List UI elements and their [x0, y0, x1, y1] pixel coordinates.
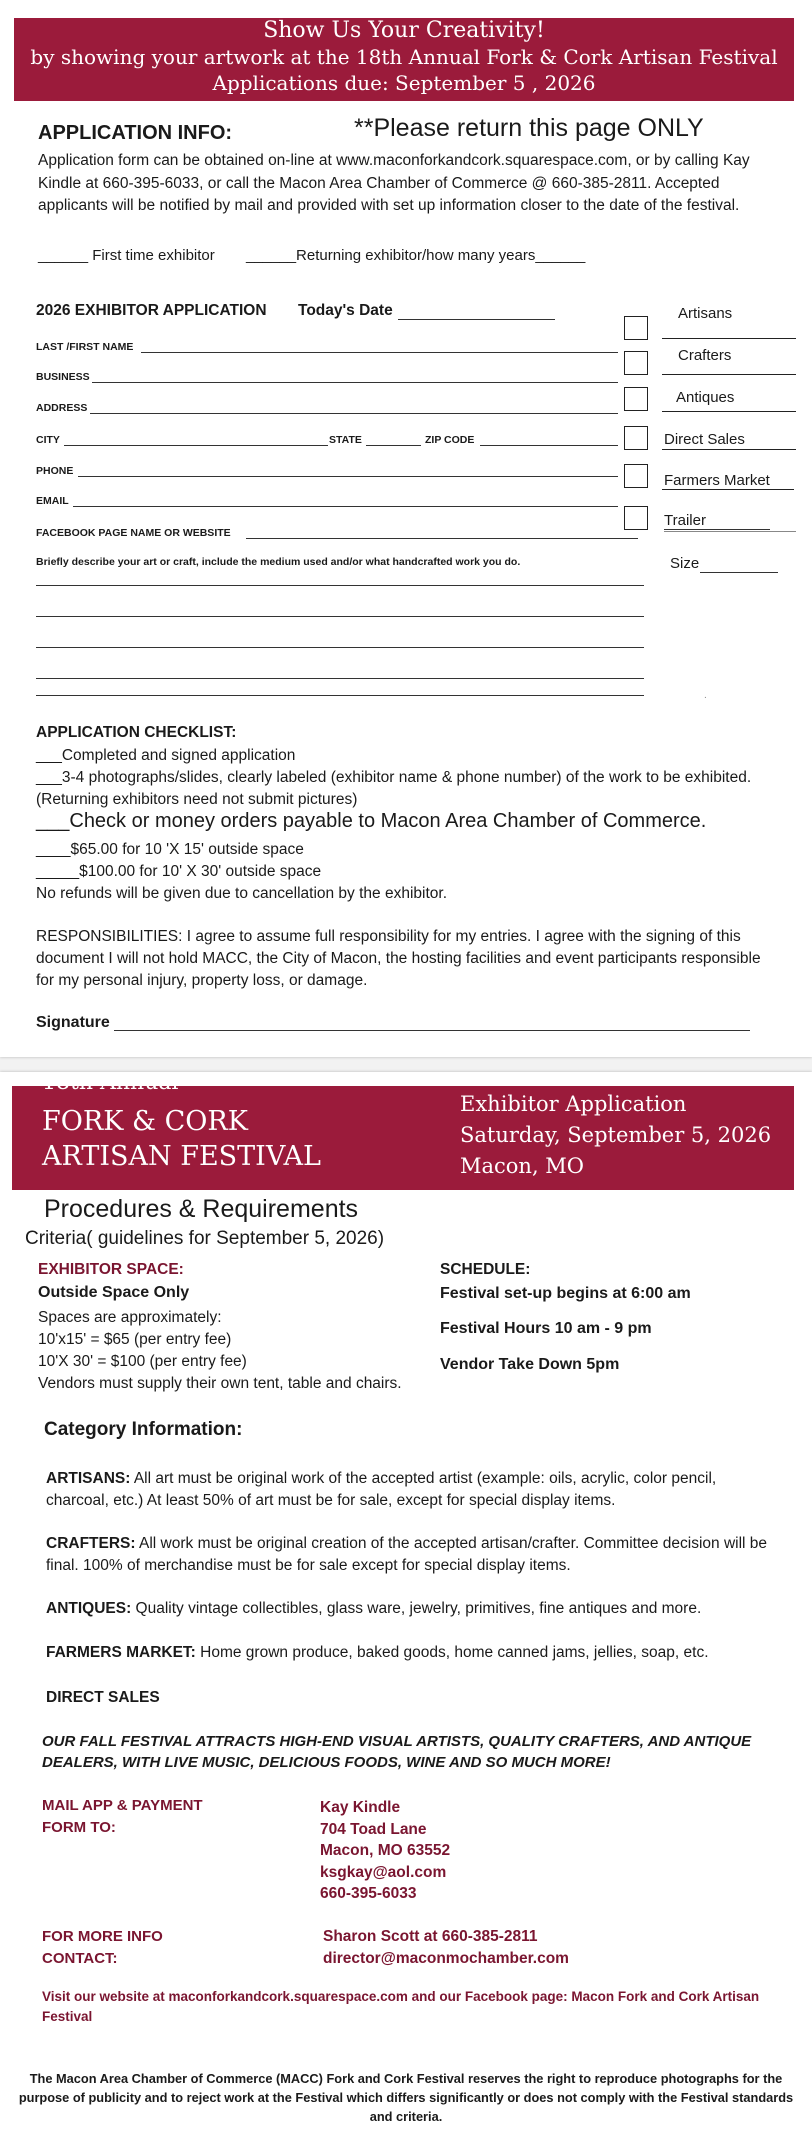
describe-instruction: Briefly describe your art or craft, include the medium used and/or what handcrafted work you do. [36, 556, 521, 568]
state-field[interactable] [366, 445, 421, 446]
application-info-paragraph: Application form can be obtained on-line at www.maconforkandcork.squarespace.com, or by calling Kay Kindle at 660-395-6033, or call the Macon Area Chamber of Commerce @ 660-385-2811. Accepted applicants will be notified by mail and provided with set up information closer to the date of the festival. [38, 152, 750, 214]
category-underline [662, 338, 796, 339]
direct-sales-checkbox[interactable] [624, 426, 648, 450]
todays-date-label: Today's Date [298, 302, 393, 319]
banner-due-date: Applications due: September 5 , 2026 [212, 71, 596, 95]
checklist-item: ___Completed and signed application [36, 747, 296, 764]
address-field[interactable] [90, 413, 618, 414]
mail-address [320, 1797, 450, 1905]
describe-line[interactable] [36, 585, 644, 586]
email-field[interactable] [73, 506, 618, 507]
contact-name: Sharon Scott at 660-385-2811 [323, 1928, 538, 1945]
describe-line[interactable] [36, 695, 644, 696]
zip-field[interactable] [480, 445, 618, 446]
returning-exhibitor-field[interactable]: ______Returning exhibitor/how many years______ [246, 247, 586, 264]
festival-banner [14, 18, 794, 101]
crafters-checkbox[interactable] [624, 351, 648, 375]
phone-label: PHONE [36, 465, 74, 477]
trailer-field[interactable] [664, 529, 770, 530]
crafters-text: All work must be original creation of the accepted artisan/crafter. Committee decision will be final. 100% of merchandise must be for sale except for special display items. [46, 1535, 768, 1574]
banner-cut-line: 18th Annual [42, 1072, 179, 1095]
facebook-label: FACEBOOK PAGE NAME OR WEBSITE [36, 527, 231, 539]
farmers-market-info [46, 1642, 776, 1664]
schedule-line: Festival Hours 10 am - 9 pm [440, 1320, 652, 1337]
category-antiques: Antiques [676, 389, 735, 406]
signature-field[interactable] [114, 1030, 750, 1031]
signature-label: Signature [36, 1014, 110, 1031]
business-field[interactable] [92, 382, 618, 383]
category-underline [662, 374, 796, 375]
checklist-heading: APPLICATION CHECKLIST: [36, 724, 237, 741]
category-artisans: Artisans [678, 305, 733, 322]
category-crafters: Crafters [678, 347, 732, 364]
checklist-item: _____$100.00 for 10' X 30' outside space [36, 863, 322, 880]
email-label: EMAIL [36, 495, 69, 507]
category-underline [662, 449, 796, 450]
city-field[interactable] [64, 445, 328, 446]
contact-email[interactable]: director@maconmochamber.com [323, 1950, 569, 1967]
antiques-label: ANTIQUES: [46, 1600, 132, 1617]
procedures-page [0, 1072, 812, 2133]
banner-fork-cork: FORK & CORK [42, 1106, 248, 1137]
artisans-info [46, 1468, 776, 1512]
phone-field[interactable] [78, 476, 618, 477]
exhibitor-application-title: 2026 EXHIBITOR APPLICATION [36, 302, 267, 319]
artisans-label: ARTISANS: [46, 1470, 131, 1487]
category-direct-sales: Direct Sales [664, 431, 745, 448]
application-page [0, 0, 812, 1057]
mail-phone: 660-395-6033 [320, 1885, 417, 1902]
banner-artisan-festival: ARTISAN FESTIVAL [42, 1141, 321, 1172]
criteria-subtitle: Criteria( guidelines for September 5, 2026) [25, 1228, 385, 1249]
application-info-heading: APPLICATION INFO: [38, 122, 233, 144]
responsibilities-paragraph: RESPONSIBILITIES: I agree to assume full responsibility for my entries. I agree with the signing of this document I will not hold MACC, the City of Macon, the hosting facilities and event participants responsible for my personal injury, property loss, or damage. [36, 928, 761, 989]
schedule-heading: SCHEDULE: [440, 1261, 531, 1278]
artisans-checkbox[interactable] [624, 316, 648, 340]
checklist-item: ___Check or money orders payable to Macon Area Chamber of Commerce. [36, 810, 707, 832]
space-line: Vendors must supply their own tent, table and chairs. [38, 1375, 402, 1392]
space-line: Spaces are approximately: [38, 1309, 222, 1326]
info-label: CONTACT: [42, 1950, 118, 1967]
todays-date-field[interactable] [398, 319, 555, 320]
category-underline [662, 411, 796, 412]
banner-subline: by showing your artwork at the 18th Annual Fork & Cork Artisan Festival [30, 45, 778, 69]
address-label: ADDRESS [36, 402, 88, 414]
mail-email[interactable]: ksgkay@aol.com [320, 1863, 447, 1881]
checklist-item: No refunds will be given due to cancellation by the exhibitor. [36, 885, 447, 902]
city-label: CITY [36, 434, 60, 446]
category-underline [664, 531, 796, 532]
crafters-label: CRAFTERS: [46, 1535, 136, 1552]
category-info-heading: Category Information: [44, 1419, 243, 1440]
farmers-market-label: FARMERS MARKET: [46, 1644, 196, 1661]
category-farmers-market: Farmers Market [664, 472, 770, 489]
name-field[interactable] [141, 352, 618, 353]
mail-city: Macon, MO 63552 [320, 1842, 451, 1859]
checklist-item: ___3-4 photographs/slides, clearly labeled (exhibitor name & phone number) of the work to be exhibited. (Returning exhibitors need not submit pictures) [36, 769, 752, 808]
exhibitor-space-heading: EXHIBITOR SPACE: [38, 1261, 184, 1278]
antiques-text: Quality vintage collectibles, glass ware, jewelry, primitives, fine antiques and more. [131, 1600, 702, 1617]
mail-label: FORM TO: [42, 1819, 116, 1836]
space-line: 10'X 30' = $100 (per entry fee) [38, 1353, 247, 1370]
stray-mark: . [704, 690, 707, 701]
category-trailer: Trailer [664, 512, 706, 529]
facebook-field[interactable] [246, 538, 638, 539]
procedures-title: Procedures & Requirements [44, 1195, 359, 1223]
mail-street: 704 Toad Lane [320, 1820, 427, 1838]
crafters-info [46, 1533, 776, 1577]
footer-disclaimer: The Macon Area Chamber of Commerce (MACC) Fork and Cork Festival reserves the right to reproduce photographs for the purpose of publicity and to reject work at the Festival which differs significantly or does not comply with the Festival standards and criteria. [18, 2071, 794, 2124]
banner-headline: Show Us Your Creativity! [263, 18, 545, 43]
checklist-item: ____$65.00 for 10 'X 15' outside space [36, 841, 304, 858]
describe-line[interactable] [36, 647, 644, 648]
describe-line[interactable] [36, 678, 644, 679]
artisans-text: All art must be original work of the accepted artist (example: oils, acrylic, color pencil, charcoal, etc.) At least 50% of art must be for sale, except for special display items. [46, 1470, 717, 1509]
return-page-note: **Please return this page ONLY [354, 114, 704, 142]
space-line: 10'x15' = $65 (per entry fee) [38, 1331, 232, 1348]
first-time-exhibitor-field[interactable]: ______ First time exhibitor [38, 247, 215, 264]
state-label: STATE [329, 434, 362, 446]
info-label: FOR MORE INFO [42, 1928, 163, 1945]
festival-banner [12, 1072, 794, 1190]
size-field[interactable] [700, 572, 778, 573]
promo-text: OUR FALL FESTIVAL ATTRACTS HIGH-END VISUAL ARTISTS, QUALITY CRAFTERS, AND ANTIQUE DEALERS, WITH LIVE MUSIC, DELICIOUS FOODS, WINE AND SO MUCH MORE! [42, 1733, 752, 1771]
banner-date: Saturday, September 5, 2026 [460, 1123, 772, 1147]
schedule-line: Festival set-up begins at 6:00 am [440, 1285, 691, 1302]
antiques-checkbox[interactable] [624, 387, 648, 411]
mail-name: Kay Kindle [320, 1799, 401, 1816]
business-label: BUSINESS [36, 371, 90, 383]
antiques-info [46, 1598, 776, 1620]
website-text: Visit our website at maconforkandcork.squarespace.com and our Facebook page: Macon Fork and Cork Artisan Festival [42, 1989, 760, 2024]
describe-line[interactable] [36, 616, 644, 617]
trailer-checkbox[interactable] [624, 506, 648, 530]
category-underline [662, 489, 794, 490]
direct-sales-info: DIRECT SALES [46, 1689, 160, 1706]
farmers-market-checkbox[interactable] [624, 464, 648, 488]
size-label: Size [670, 555, 700, 572]
banner-location: Macon, MO [460, 1154, 585, 1178]
outside-space-only: Outside Space Only [38, 1284, 190, 1301]
zip-label: ZIP CODE [425, 434, 475, 446]
banner-exhibitor-application: Exhibitor Application [460, 1092, 687, 1116]
schedule-line: Vendor Take Down 5pm [440, 1356, 620, 1373]
mail-label: MAIL APP & PAYMENT [42, 1797, 203, 1814]
name-label: LAST /FIRST NAME [36, 341, 134, 353]
farmers-market-text: Home grown produce, baked goods, home canned jams, jellies, soap, etc. [195, 1644, 709, 1661]
